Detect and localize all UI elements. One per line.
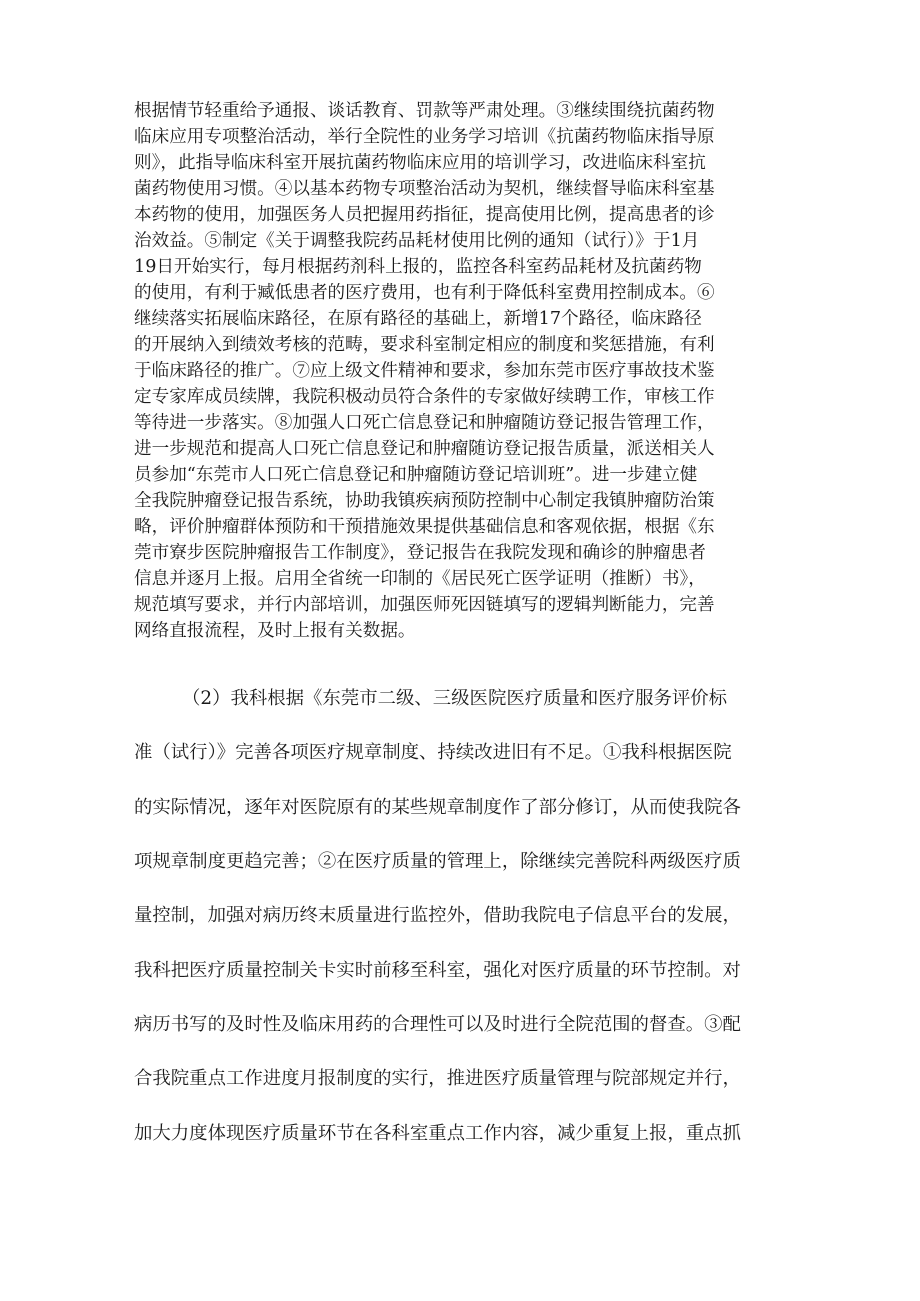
paragraph-1-line: 员参加“东莞市人口死亡信息登记和肿瘤随访登记培训班”。进一步建立健 [134,465,698,485]
paragraph-1-line: 于临床路径的推广。⑦应上级文件精神和要求，参加东莞市医疗事故技术鉴 [134,361,715,381]
paragraph-1-line: 则》，此指导临床科室开展抗菌药物临床应用的培训学习，改进临床科室抗 [134,153,706,173]
paragraph-1-line: 全我院肿瘤登记报告系统，协助我镇疾病预防控制中心制定我镇肿瘤防治策 [134,491,715,511]
paragraph-2-line: （2）我科根据《东莞市二级、三级医院医疗质量和医疗服务评价标 [182,688,728,709]
paragraph-2-line: 加大力度体现医疗质量环节在各科室重点工作内容，减少重复上报，重点抓 [134,1123,741,1144]
paragraph-2-line: 准（试行）》完善各项医疗规章制度、持续改进旧有不足。①我科根据医院 [134,742,732,763]
paragraph-1-line: 本药物的使用，加强医务人员把握用药指征，提高使用比例，提高患者的诊 [134,205,715,225]
paragraph-2-line: 量控制，加强对病历终末质量进行监控外，借助我院电子信息平台的发展， [134,905,741,926]
paragraph-2-line: 合我院重点工作进度月报制度的实行，推进医疗质量管理与院部规定并行， [134,1068,741,1089]
paragraph-1-line: 菌药物使用习惯。④以基本药物专项整治活动为契机，继续督导临床科室基 [134,179,715,199]
paragraph-1-line: 略，评价肿瘤群体预防和干预措施效果提供基础信息和客观依据，根据《东 [134,517,715,537]
paragraph-1-line: 进一步规范和提高人口死亡信息登记和肿瘤随访登记报告质量，派送相关人 [134,439,715,459]
paragraph-1-line: 19日开始实行，每月根据药剂科上报的，监控各科室药品耗材及抗菌药物 [134,257,702,277]
paragraph-1-line: 信息并逐月上报。启用全省统一印制的《居民死亡医学证明（推断）书》， [134,569,706,589]
paragraph-1-line: 定专家库成员续牌，我院积极动员符合条件的专家做好续聘工作，审核工作 [134,387,715,407]
paragraph-1-line: 临床应用专项整治活动，举行全院性的业务学习培训《抗菌药物临床指导原 [134,127,715,147]
paragraph-2-line: 的实际情况，逐年对医院原有的某些规章制度作了部分修订，从而使我院各 [134,797,741,818]
paragraph-1-line: 的开展纳入到绩效考核的范畴，要求科室制定相应的制度和奖惩措施，有利 [134,335,715,355]
paragraph-1-line: 莞市寮步医院肿瘤报告工作制度》，登记报告在我院发现和确诊的肿瘤患者 [134,543,706,563]
paragraph-2-line: 病历书写的及时性及临床用药的合理性可以及时进行全院范围的督查。③配 [134,1014,741,1035]
paragraph-1-line: 根据情节轻重给予通报、谈话教育、罚款等严肃处理。③继续围绕抗菌药物 [134,101,715,121]
paragraph-1-line: 的使用，有利于臧低患者的医疗费用，也有利于降低科室费用控制成本。⑥ [134,283,715,303]
paragraph-1-line: 等待进一步落实。⑧加强人口死亡信息登记和肿瘤随访登记报告管理工作， [134,413,715,433]
paragraph-2-line: 我科把医疗质量控制关卡实时前移至科室，强化对医疗质量的环节控制。对 [134,960,741,981]
paragraph-1-line: 继续落实拓展临床路径，在原有路径的基础上，新增17个路径，临床路径 [134,309,702,329]
paragraph-1-line: 规范填写要求，并行内部培训，加强医师死因链填写的逻辑判断能力，完善 [134,595,715,615]
paragraph-2-line: 项规章制度更趋完善；②在医疗质量的管理上，除继续完善院科两级医疗质 [134,851,741,872]
paragraph-1-line: 治效益。⑤制定《关于调整我院药品耗材使用比例的通知（试行）》于1月 [134,231,700,251]
paragraph-1-line: 网络直报流程，及时上报有关数据。 [134,621,416,641]
